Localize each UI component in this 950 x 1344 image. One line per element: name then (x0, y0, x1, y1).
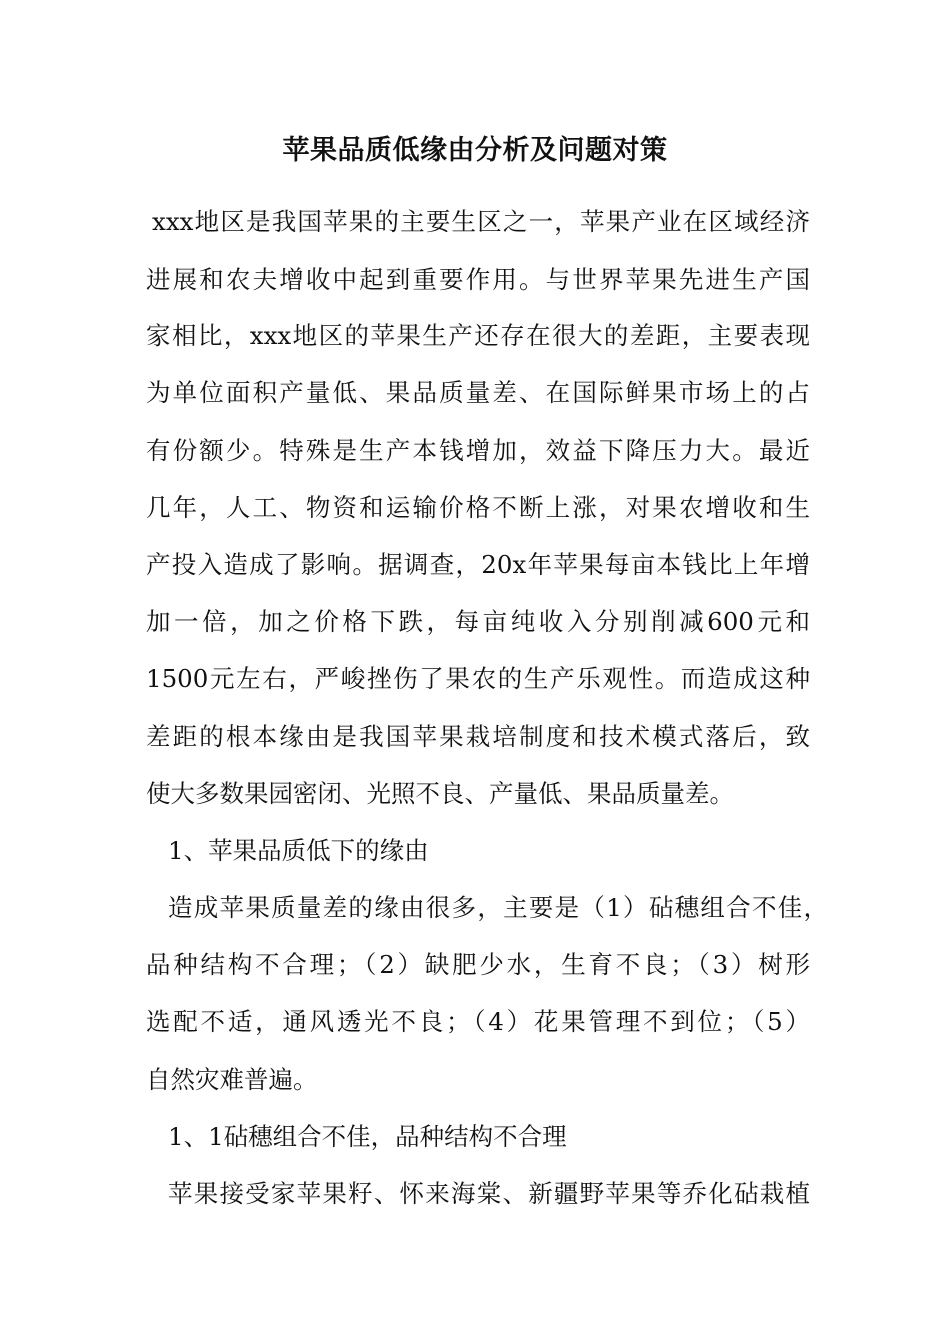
text-line: 1500元左右，严峻挫伤了果农的生产乐观性。而造成这种 (146, 664, 810, 693)
text-line: 选配不适，通风透光不良；（4）花果管理不到位；（5） (146, 1007, 810, 1036)
subsection-heading: 1、1砧穗组合不佳，品种结构不合理 (168, 1122, 567, 1151)
text-line: 使大多数果园密闭、光照不良、产量低、果品质量差。 (146, 779, 734, 808)
section-heading: 1、苹果品质低下的缘由 (168, 836, 429, 865)
text-line: 品种结构不合理；（2）缺肥少水，生育不良；（3）树形 (146, 950, 810, 979)
text-line: 差距的根本缘由是我国苹果栽培制度和技术模式落后，致 (146, 722, 810, 751)
text-line: 产投入造成了影响。据调查，20x年苹果每亩本钱比上年增 (146, 550, 810, 579)
text-line: 苹果接受家苹果籽、怀来海棠、新疆野苹果等乔化砧栽植 (168, 1179, 810, 1208)
text-line: 自然灾难普遍。 (146, 1065, 318, 1094)
text-line: 家相比，xxx地区的苹果生产还存在很大的差距，主要表现 (146, 321, 810, 350)
text-line: 加一倍，加之价格下跌，每亩纯收入分别削减600元和 (146, 607, 810, 636)
text-line: 进展和农夫增收中起到重要作用。与世界苹果先进生产国 (146, 265, 810, 294)
text-line: 有份额少。特殊是生产本钱增加，效益下降压力大。最近 (146, 436, 810, 465)
text-line: 几年，人工、物资和运输价格不断上涨，对果农增收和生 (146, 493, 810, 522)
document-title: 苹果品质低缘由分析及问题对策 (282, 135, 668, 166)
text-line: 为单位面积产量低、果品质量差、在国际鲜果市场上的占 (146, 378, 810, 407)
text-line: xxx地区是我国苹果的主要生区之一，苹果产业在区域经济 (152, 207, 810, 236)
text-line: 造成苹果质量差的缘由很多，主要是（1）砧穗组合不佳， (168, 893, 828, 922)
